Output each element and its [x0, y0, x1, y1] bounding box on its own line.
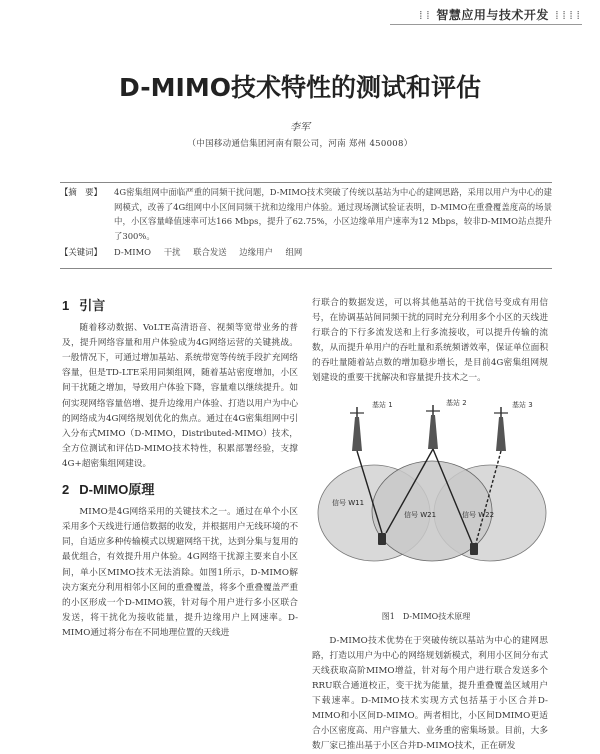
user-device-1-icon	[378, 533, 386, 545]
figure-1	[312, 393, 548, 605]
figure-1-caption	[312, 609, 548, 624]
user-device-2-icon	[470, 543, 478, 555]
paper-affiliation: （中国移动通信集团河南有限公司，河南 郑州 450008）	[187, 139, 413, 149]
intro-paragraph: 随着移动数据、VoLTE高清语音、视频等宽带业务的普及，提升网络容量和用户体验成为4G网络运营的关键挑战。一般情况下，可通过增加基站、系统带宽等传统手段扩充网络容量，但是TD-LTE采用同频组网，随着基站密度增加，小区间干扰随之增加，导致用户体验下降，容量难以继续提升。如何实现网络容量倍增、提升边缘用户体验、打造以用户为中心的网络成为4G网络规划优化的焦点。通过在4G密集组网中引入分布式MIMO（D-MIMO，Distributed-MIMO）技术，全方位测试和评估D-MIMO技术特性，积累部署经验，支撑4G+超密集组网建设。	[62, 323, 298, 469]
section-title: 引言	[79, 298, 106, 313]
abstract-text: 4G密集组网中面临严重的同频干扰问题，D-MIMO技术突破了传统以基站为中心的建网思路，采用以用户为中心的建网模式，改善了4G组网中小区间同频干扰和边缘用户体验。通过现场测试验证表明，D-MIMO在重叠覆盖度高的场景中，小区容量峰值速率可达166 Mbps，提升了62.75%，小区边缘单用户速率为12 Mbps，较非D-MIMO站点提升了300%。	[114, 187, 552, 241]
section-heading-intro	[62, 298, 298, 313]
journal-section-header	[418, 6, 583, 23]
signal-label-w22: 信号 W22	[462, 510, 495, 519]
header-bars-left: ⁞⁞	[417, 9, 432, 22]
station-1-label: 基站 1	[372, 400, 393, 409]
signal-label-w21: 信号 W21	[404, 510, 437, 519]
figure-1-diagram	[312, 393, 548, 605]
paper-title: D-MIMO技术特性的测试和评估	[119, 73, 481, 102]
header-rule	[390, 24, 582, 25]
section-number: 1	[62, 298, 70, 313]
keyword: 联合发送	[193, 247, 227, 258]
right-column	[312, 296, 548, 754]
principle-continued-paragraph: 行联合的数据发送，可以将其他基站的干扰信号变成有用信号，在协调基站间同频干扰的同时充分利用多个小区的天线进行联合的下行多流发送和上行多流接收，可以提升传输的流数，从而提升单用户的吞吐量和系统频谱效率，保证单位面积的吞吐量随着站点数的增加稳步增长，是目前4G密集组网规划建设的重要干扰解决和容量提升技术之一。	[312, 298, 548, 384]
header-section-title: 智慧应用与技术开发	[436, 8, 549, 22]
figure-label: 图1	[381, 611, 395, 621]
abstract-block	[60, 182, 552, 260]
keywords-row	[60, 245, 552, 260]
keyword: D-MIMO	[114, 247, 152, 258]
abstract-rule	[60, 268, 552, 269]
abstract-row	[60, 183, 552, 243]
base-station-2-icon	[426, 405, 440, 449]
paper-author: 李军	[290, 122, 310, 133]
principle-paragraph: MIMO是4G网络采用的关键技术之一。通过在单个小区采用多个天线进行通信数据的收发，并根据用户无线环境的不同，自适应多种传输模式以规避网络干扰，达到分集与复用的最优组合，有效提升用户体验。4G网络干扰源主要来自小区间，单小区MIMO技术无法消除。如图1所示，D-MIMO解决方案充分利用相邻小区间的重叠覆盖，将多个重叠覆盖严重的小区形成一个D-MIMO簇，针对每个用户进行多小区联合发送，将干扰化为接收能量，提升边缘用户上网速率。D-MIMO通过将分布在不同地理位置的天线进	[62, 507, 298, 638]
station-2-label: 基站 2	[446, 398, 467, 407]
left-column	[62, 296, 298, 641]
signal-label-w11: 信号 W11	[332, 498, 365, 507]
station-3-label: 基站 3	[512, 400, 533, 409]
abstract-label: 【摘 要】	[60, 187, 102, 197]
section-heading-principle	[62, 482, 298, 497]
keyword: 干扰	[163, 247, 181, 258]
base-station-3-icon	[494, 407, 508, 451]
keywords-label: 【关键词】	[60, 247, 102, 258]
keywords-list	[114, 245, 312, 260]
principle-advantage-paragraph: D-MIMO技术优势在于突破传统以基站为中心的建网思路，打造以用户为中心的网络规划新模式，利用小区间分布式天线获取高阶MIMO增益，针对每个用户进行联合发送多个RRU联合通道校正，变干扰为能量，提升重叠覆盖区域用户下载速率。D-MIMO技术实现方式包括基于小区合并D-MIMO和小区间D-MIMO。两者相比，小区间DMIMO更适合小区密度高、用户容量大、业务重的密集场景。目前，大多数厂家已推出基于小区合并D-MIMO技术，正在研发	[312, 635, 548, 752]
base-station-1-icon	[350, 407, 364, 451]
keyword: 边缘用户	[239, 247, 273, 258]
header-bars-right: ⁞⁞⁞⁞	[553, 9, 582, 22]
keyword: 组网	[285, 247, 303, 258]
figure-caption-text: D-MIMO技术原理	[402, 611, 471, 621]
section-number: 2	[62, 482, 70, 498]
section-title: D-MIMO原理	[79, 482, 155, 498]
